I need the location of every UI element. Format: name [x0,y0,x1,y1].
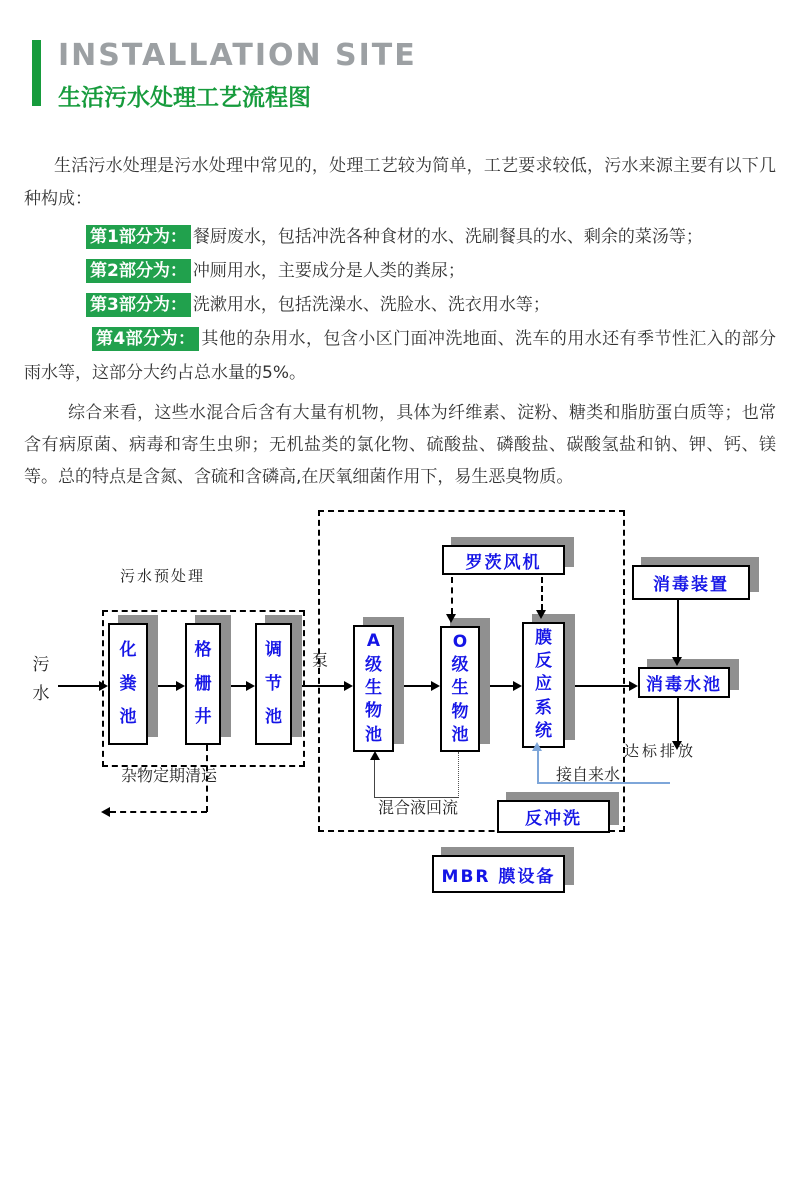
arrow-right-icon [513,681,522,691]
tank-a-bio [353,625,394,752]
box-mbr-equipment: MBR 膜设备 [432,855,565,893]
tank-a-bio-label: A 级 生 物 池 [365,631,382,745]
list-item [24,254,776,288]
list-item [24,288,776,322]
flow-line [148,685,177,687]
tank-membrane-reactor-label: 膜 反 应 系 统 [535,628,552,741]
arrow-down-icon [672,657,682,666]
part-2-badge: 第2部分为： [86,259,191,283]
arrow-right-icon [431,681,440,691]
tank-o-bio [440,626,480,752]
debris-line [110,811,207,813]
tank-regulating-label: 调 节 池 [265,639,282,728]
parts-list [24,220,776,390]
arrow-down-icon [446,614,456,623]
reflux-line [374,759,375,797]
arrow-up-icon [370,751,380,760]
label-pump: 泵 [312,651,329,670]
flow-line [58,685,100,687]
part-3-text: 洗漱用水，包括洗澡水、洗脸水、洗衣用水等； [192,295,550,315]
label-tap-water: 接自来水 [556,765,621,784]
flow-line [565,685,630,687]
label-mixed-liquor-reflux: 混合液回流 [378,798,459,817]
part-1-text: 餐厨废水，包括冲洗各种食材的水、洗刷餐具的水、剩余的菜汤等； [192,227,703,247]
summary-paragraph: 综合来看，这些水混合后含有大量有机物，具体为纤维素、淀粉、糖类和脂肪蛋白质等；也常含有病原菌、病毒和寄生虫卵；无机盐类的氯化物、硫酸盐、磷酸盐、碳酸氢盐和钠、钾、钙、镁等。总的特点是含氮、含硫和含磷高,在厌氧细菌作用下，易生恶臭物质。 [24,403,776,487]
arrow-up-icon [532,742,542,751]
article-body [24,150,776,493]
tap-water-line [537,750,539,782]
label-debris-removal: 杂物定期清运 [121,766,218,785]
arrow-right-icon [99,681,108,691]
process-flow-diagram [0,500,800,905]
flow-line [677,698,679,741]
box-disinfection-pool: 消毒水池 [638,667,730,698]
tank-o-bio-label: O 级 生 物 池 [451,632,469,745]
part-4-badge: 第4部分为： [92,327,199,351]
accent-bar [32,40,41,106]
flow-line [221,685,247,687]
part-2-text: 冲厕用水，主要成分是人类的粪尿； [192,261,465,281]
air-line [541,577,543,610]
part-4-text: 其他的杂用水，包含小区门面冲洗地面、洗车的用水还有季节性汇入的部分雨水等，这部分大约占总水量的5%。 [24,329,776,383]
part-3-badge: 第3部分为： [86,293,191,317]
header-text [58,40,417,112]
reflux-line [458,752,459,798]
page-title: INSTALLATION SITE [58,38,417,73]
arrow-right-icon [344,681,353,691]
tank-grid-well [185,623,221,745]
tank-septic-label: 化 粪 池 [119,639,137,728]
flow-line [677,600,679,657]
part-1-badge: 第1部分为： [86,225,191,249]
label-discharge: 达标排放 [624,742,697,760]
label-pretreatment: 污水预处理 [120,567,206,585]
flow-line [394,685,432,687]
tank-regulating [255,623,292,745]
arrow-left-icon [101,807,110,817]
box-backwash: 反冲洗 [497,800,610,833]
intro-paragraph: 生活污水处理是污水处理中常见的，处理工艺较为简单，工艺要求较低，污水来源主要有以下几种构成： [24,156,776,209]
box-roots-blower: 罗茨风机 [442,545,565,575]
list-item [24,220,776,254]
arrow-right-icon [629,681,638,691]
label-influent: 污 水 [32,655,50,704]
box-disinfection-device: 消毒装置 [632,565,750,600]
tank-septic [108,623,148,745]
flow-line [480,685,514,687]
arrow-down-icon [536,610,546,619]
page-subtitle: 生活污水处理工艺流程图 [58,85,311,111]
arrow-right-icon [176,681,185,691]
flow-line [292,685,345,687]
page-header [32,40,800,112]
tank-grid-well-label: 格 栅 井 [194,639,212,728]
arrow-right-icon [246,681,255,691]
tank-membrane-reactor [522,622,565,748]
air-line [451,577,453,614]
list-item [24,322,776,390]
